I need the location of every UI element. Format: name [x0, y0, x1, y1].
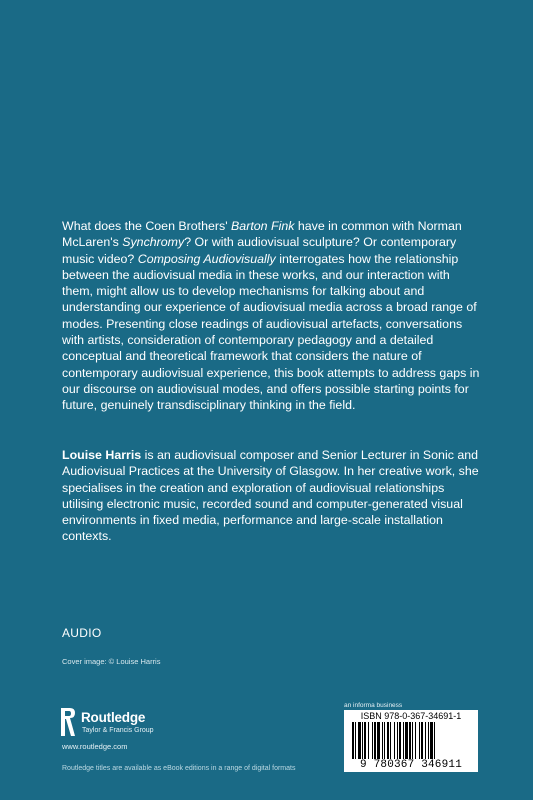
cover-credit: Cover image: © Louise Harris: [62, 657, 161, 666]
description-text: ? Or with audiovisual sculpture? Or contemporary music video?: [62, 235, 457, 266]
publisher-url[interactable]: www.routledge.com: [62, 742, 128, 751]
publisher-logo: [60, 707, 240, 743]
book-description: [62, 218, 482, 414]
title-synchromy: Synchromy: [122, 235, 185, 250]
isbn-digits: 9 780367 346911: [359, 759, 463, 771]
author-bio: [62, 447, 482, 545]
barcode: [344, 710, 478, 772]
routledge-logo-icon: [60, 707, 76, 737]
author-name: Louise Harris: [62, 448, 142, 462]
title-barton-fink: Barton Fink: [231, 219, 295, 233]
publisher-name: Routledge: [81, 710, 146, 725]
informa-tagline: an informa business: [344, 702, 403, 709]
ebook-note: Routledge titles are available as eBook editions in a range of digital formats: [62, 765, 296, 772]
book-title-italic: Composing Audiovisually: [137, 251, 276, 266]
description-text: What does the Coen Brothers': [62, 219, 232, 233]
description-text: interrogates how the relationship between the audiovisual media in these works, and our interaction with them, might allow us to develop mechanisms for talking about and understanding our experience of audiovisual media across a broad range of modes. Presenting close readings of audiovisual artefacts, conversations with artists, consideration of contemporary pedagogy and a detailed conceptual and theoretical framework that considers the nature of contemporary audiovisual experience, this book attempts to address gaps in our discourse on audiovisual modes, and offers possible starting points for future, genuinely transdisciplinary thinking in the field.: [62, 251, 480, 413]
description-text: have in common with Norman McLaren's: [62, 219, 462, 250]
isbn-label: ISBN 978-0-367-34691-1: [360, 711, 462, 721]
subject-category: AUDIO: [62, 626, 102, 640]
barcode-bars: [352, 722, 470, 759]
author-bio-text: is an audiovisual composer and Senior Lecturer in Sonic and Audiovisual Practices at the University of Glasgow. In her creative work, she specialises in the creation and exploration of audiovisual relationships utilising electronic music, recorded sound and computer-generated visual environments in fixed media, performance and large-scale installation contexts.: [62, 448, 479, 544]
publisher-group: Taylor & Francis Group: [82, 727, 154, 734]
